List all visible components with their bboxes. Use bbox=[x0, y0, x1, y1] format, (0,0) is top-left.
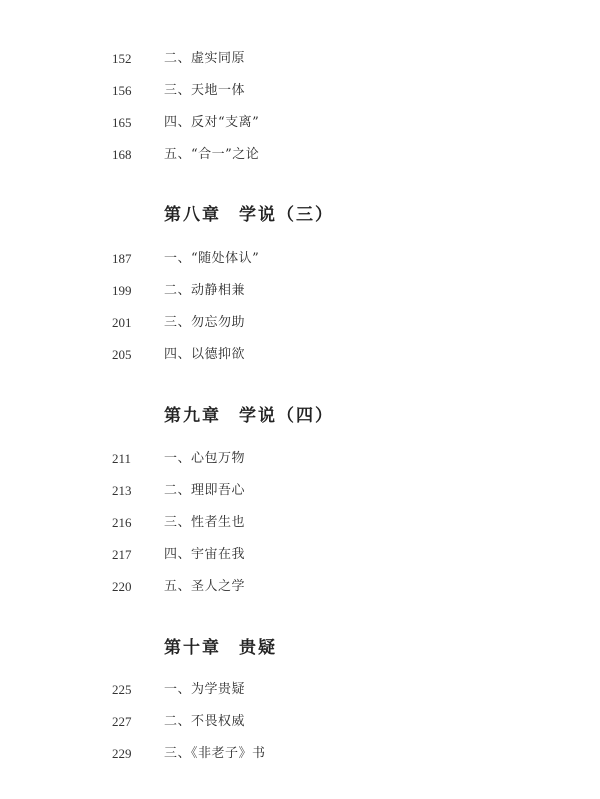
chapter-heading bbox=[164, 636, 277, 660]
toc-entry bbox=[0, 481, 600, 501]
toc-entry-title: 四、反对“支离” bbox=[164, 115, 260, 130]
toc-entry-title: 一、“随处体认” bbox=[164, 251, 260, 266]
chapter-number: 第九章 bbox=[164, 406, 221, 426]
chapter-heading bbox=[164, 203, 334, 227]
toc-entry-title: 五、“合一”之论 bbox=[164, 147, 260, 162]
toc-entry bbox=[0, 313, 600, 333]
toc-entry-title: 一、为学贵疑 bbox=[164, 682, 246, 697]
toc-entry bbox=[0, 145, 600, 165]
toc-entry-title: 二、动静相兼 bbox=[164, 283, 246, 298]
toc-page-number: 152 bbox=[112, 51, 132, 66]
toc-entry bbox=[0, 49, 600, 69]
toc-entry-title: 三、勿忘勿助 bbox=[164, 315, 246, 330]
toc-entry bbox=[0, 680, 600, 700]
toc-entry bbox=[0, 345, 600, 365]
toc-page-number: 156 bbox=[112, 83, 132, 98]
toc-page-number: 220 bbox=[112, 579, 132, 594]
toc-entry bbox=[0, 249, 600, 269]
chapter-name: 学说（四） bbox=[239, 406, 334, 426]
chapter-name: 贵疑 bbox=[239, 638, 277, 658]
toc-page-number: 187 bbox=[112, 251, 132, 266]
toc-page-number: 199 bbox=[112, 283, 132, 298]
toc-entry bbox=[0, 577, 600, 597]
toc-entry-title: 四、以德抑欲 bbox=[164, 347, 246, 362]
toc-entry bbox=[0, 513, 600, 533]
toc-page-number: 229 bbox=[112, 746, 132, 761]
chapter-number: 第十章 bbox=[164, 638, 221, 658]
toc-page-number: 168 bbox=[112, 147, 132, 162]
toc-page-number: 165 bbox=[112, 115, 132, 130]
toc-page-number: 211 bbox=[112, 451, 132, 466]
toc-entry bbox=[0, 449, 600, 469]
toc-entry bbox=[0, 545, 600, 565]
toc-entry-title: 四、宇宙在我 bbox=[164, 547, 246, 562]
chapter-number: 第八章 bbox=[164, 205, 221, 225]
toc-entry bbox=[0, 744, 600, 764]
toc-page-number: 225 bbox=[112, 682, 132, 697]
toc-entry-title: 二、理即吾心 bbox=[164, 483, 246, 498]
toc-page-number: 216 bbox=[112, 515, 132, 530]
toc-entry bbox=[0, 113, 600, 133]
toc-entry-title: 一、心包万物 bbox=[164, 451, 246, 466]
toc-page-number: 201 bbox=[112, 315, 132, 330]
chapter-heading bbox=[164, 404, 334, 428]
toc-entry-title: 三、天地一体 bbox=[164, 83, 246, 98]
toc-page-number: 213 bbox=[112, 483, 132, 498]
toc-entry bbox=[0, 81, 600, 101]
toc-entry-title: 二、虚实同原 bbox=[164, 51, 246, 66]
toc-page-number: 227 bbox=[112, 714, 132, 729]
toc-entry-title: 五、圣人之学 bbox=[164, 579, 246, 594]
toc-entry bbox=[0, 281, 600, 301]
toc-entry-title: 三、性者生也 bbox=[164, 515, 246, 530]
toc-entry-title: 三、《非老子》书 bbox=[164, 746, 266, 761]
toc-page-number: 205 bbox=[112, 347, 132, 362]
chapter-name: 学说（三） bbox=[239, 205, 334, 225]
toc-entry-title: 二、不畏权威 bbox=[164, 714, 246, 729]
toc-entry bbox=[0, 712, 600, 732]
toc-page-number: 217 bbox=[112, 547, 132, 562]
